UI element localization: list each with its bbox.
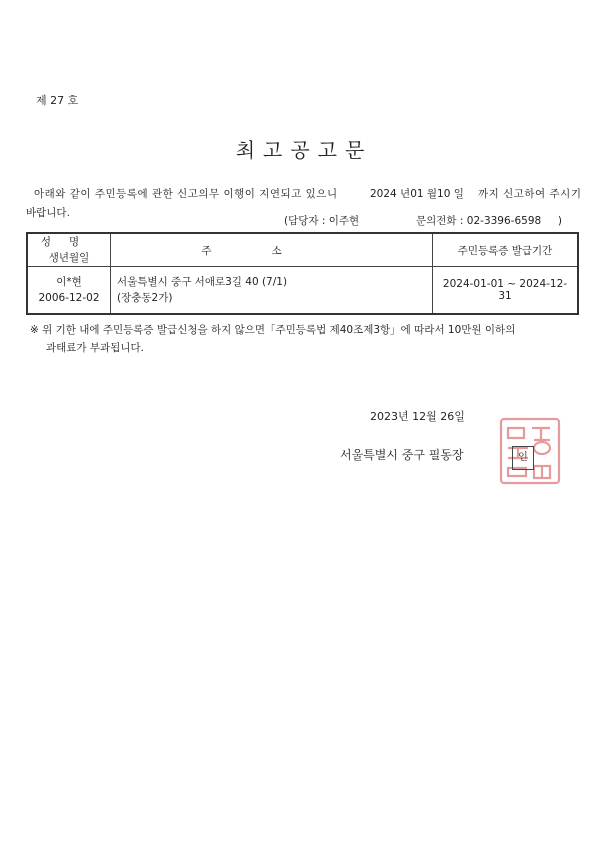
deadline-date: 2024 년01 월10 일 (370, 188, 464, 200)
footnote-line2: 과태료가 부과됩니다. (46, 342, 144, 354)
cell-address-line1: 서울특별시 중구 서애로3길 40 (7/1) (117, 276, 288, 288)
cell-name-birthdate (27, 267, 111, 315)
cell-period: 2024-01-01 ~ 2024-12-31 (433, 267, 579, 315)
contact-close: ) (557, 215, 562, 227)
cell-birthdate: 2006-12-02 (38, 292, 100, 304)
cell-name: 이*현 (56, 276, 82, 288)
contact-phone-label: 문의전화 : (416, 215, 464, 227)
header-name-birthdate (27, 233, 111, 267)
contact-phone: 02-3396-6598 (466, 215, 542, 227)
intro-text: 아래와 같이 주민등록에 관한 신고의무 이행이 지연되고 있으니 (34, 188, 338, 200)
cell-address (111, 267, 433, 315)
table-row (27, 267, 578, 315)
cell-address-line2: (장충동2가) (117, 292, 173, 304)
footnote-line1: ※ 위 기한 내에 주민등록증 발급신청을 하지 않으면「주민등록법 제40조제3항」에 따라서 10만원 이하의 (30, 324, 516, 336)
header-birthdate: 생년월일 (48, 252, 90, 264)
contact-phone-line (416, 213, 562, 228)
intro-text-line2: 바랍니다. (26, 207, 70, 219)
document-title: 최고공고문 (235, 138, 373, 162)
seal-mark: 인 (512, 446, 534, 470)
issue-date: 2023년 12월 26일 (370, 410, 465, 423)
contact-person: (담당자 : 이주현 (284, 215, 360, 227)
header-address: 주소 (111, 233, 433, 267)
header-period: 주민등록증 발급기간 (433, 233, 579, 267)
header-name: 성명 (40, 236, 98, 248)
issuer-name: 서울특별시 중구 필동장 (340, 448, 464, 462)
notice-table (26, 232, 579, 315)
intro-text-end: 까지 신고하여 주시기 (478, 188, 582, 200)
table-header-row (27, 233, 578, 267)
document-number: 제 27 호 (36, 94, 79, 107)
